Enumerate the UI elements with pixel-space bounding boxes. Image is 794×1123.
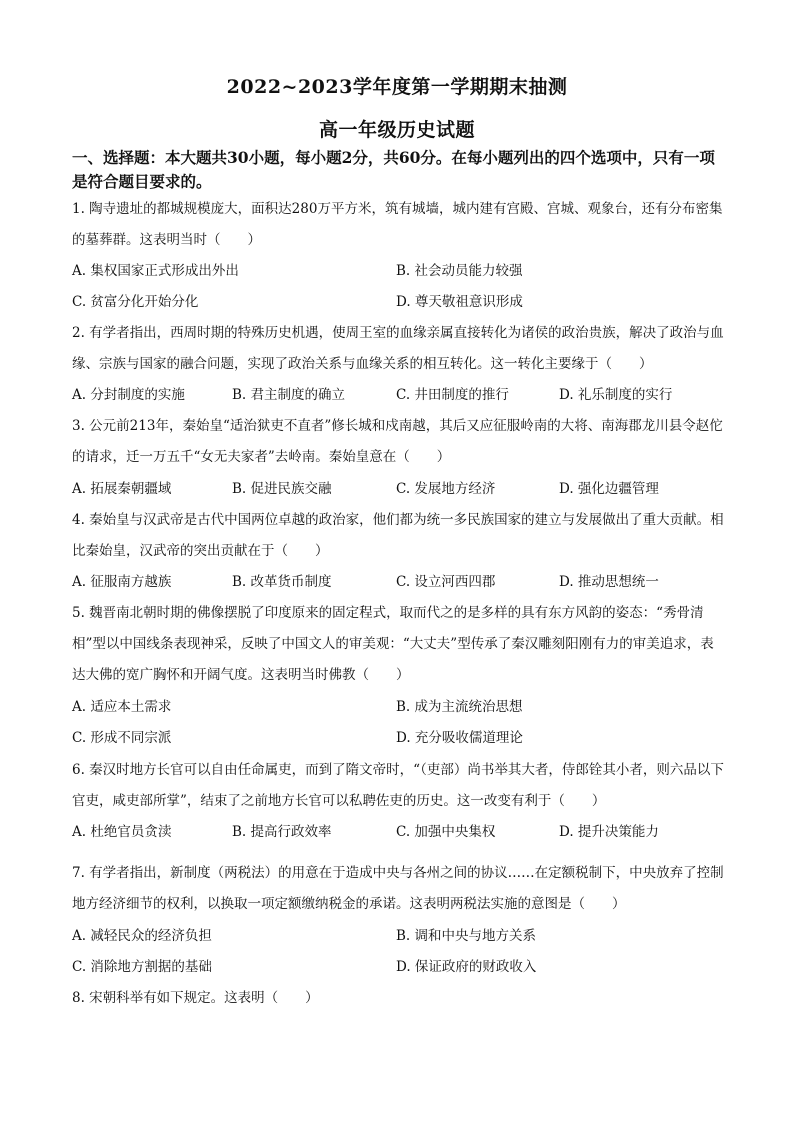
question-7-options-row2 (72, 952, 726, 983)
question-6-option-c: C. 加强中央集权 (396, 824, 496, 840)
question-6-option-d: D. 提升决策能力 (559, 824, 659, 840)
question-2-option-b: B. 君主制度的确立 (232, 387, 346, 403)
question-1-stem: 1. 陶寺遗址的都城规模庞大，面积达280万平方米，筑有城墙，城内建有宫殿、宫城、观象台，还有分布密集的墓葬群。这表明当时（ ） (72, 201, 723, 248)
question-2-stem: 2. 有学者指出，西周时期的特殊历史机遇，使周王室的血缘亲属直接转化为诸侯的政治贵族，解决了政治与血缘、宗族与国家的融合问题，实现了政治关系与血缘关系的相互转化。这一转化主要缘于（ ） (72, 325, 724, 372)
exam-title: 2022~2023学年度第一学期期末抽测 (226, 76, 568, 98)
exam-subtitle: 高一年级历史试题 (318, 119, 475, 141)
question-3-stem: 3. 公元前213年，秦始皇“适治狱吏不直者”修长城和戍南越，其后又应征服岭南的大将、南海郡龙川县令赵佗的请求，迁一万五千“女无夫家者”去岭南。秦始皇意在（ ） (72, 418, 723, 465)
question-3-options (72, 474, 726, 505)
question-6-option-a: A. 杜绝官员贪渎 (72, 824, 172, 840)
question-3-option-d: D. 强化边疆管理 (559, 481, 659, 497)
question-4-options (72, 567, 726, 598)
question-1-option-a: A. 集权国家正式形成出外出 (72, 263, 239, 279)
question-7-option-c: C. 消除地方割据的基础 (72, 959, 212, 975)
question-5-option-a: A. 适应本土需求 (72, 699, 172, 715)
question-1-options-row2 (72, 287, 726, 318)
question-3-option-a: A. 拓展秦朝疆域 (72, 481, 172, 497)
question-5-option-b: B. 成为主流统治思想 (396, 699, 523, 715)
question-7-option-b: B. 调和中央与地方关系 (396, 928, 537, 944)
section-heading: 一、选择题：本大题共30小题，每小题2分，共60分。在每小题列出的四个选项中，只有一项是符合题目要求的。 (72, 148, 715, 191)
question-4-option-b: B. 改革货币制度 (232, 574, 332, 590)
question-2-option-c: C. 井田制度的推行 (396, 387, 509, 403)
question-4-stem: 4. 秦始皇与汉武帝是古代中国两位卓越的政治家，他们都为统一多民族国家的建立与发展做出了重大贡献。相比秦始皇，汉武帝的突出贡献在于（ ） (72, 512, 724, 559)
question-4-option-c: C. 设立河西四郡 (396, 574, 496, 590)
question-4-option-d: D. 推动思想统一 (559, 574, 659, 590)
question-7-stem: 7. 有学者指出，新制度（两税法）的用意在于造成中央与各州之间的协议……在定额税制下，中央放弃了控制地方经济细节的权利，以换取一项定额缴纳税金的承诺。这表明两税法实施的意图是（ ） (72, 865, 724, 912)
question-3-option-b: B. 促进民族交融 (232, 481, 332, 497)
question-2-options (72, 380, 726, 411)
question-5-options-row2 (72, 723, 726, 754)
question-5-option-c: C. 形成不同宗派 (72, 730, 172, 746)
question-1-option-c: C. 贫富分化开始分化 (72, 294, 199, 310)
question-6-stem: 6. 秦汉时地方长官可以自由任命属吏，而到了隋文帝时，“（吏部）尚书举其大者，侍郎铨其小者，则六品以下官吏，咸吏部所掌”，结束了之前地方长官可以私聘佐吏的历史。这一改变有利于（ ） (72, 762, 724, 809)
question-3-option-c: C. 发展地方经济 (396, 481, 496, 497)
question-1-option-b: B. 社会动员能力较强 (396, 263, 523, 279)
question-5-options (72, 692, 726, 723)
question-2-option-a: A. 分封制度的实施 (72, 387, 185, 403)
question-2-option-d: D. 礼乐制度的实行 (559, 387, 673, 403)
question-5-stem: 5. 魏晋南北朝时期的佛像摆脱了印度原来的固定程式，取而代之的是多样的具有东方风韵的姿态：“秀骨清相”型以中国线条表现神采，反映了中国文人的审美观：“大丈夫”型传承了秦汉雕刻阳刚有力的审美追求，表达大佛的宽广胸怀和开阔气度。这表明当时佛教（ ） (72, 605, 714, 683)
question-5-option-d: D. 充分吸收儒道理论 (396, 730, 523, 746)
question-7-option-d: D. 保证政府的财政收入 (396, 959, 537, 975)
question-6-options (72, 817, 726, 848)
question-4-option-a: A. 征服南方越族 (72, 574, 172, 590)
question-1-option-d: D. 尊天敬祖意识形成 (396, 294, 523, 310)
question-8-stem: 8. 宋朝科举有如下规定。这表明（ ） (72, 990, 319, 1006)
question-1-options (72, 256, 726, 287)
question-7-option-a: A. 减轻民众的经济负担 (72, 928, 212, 944)
question-7-options (72, 921, 726, 952)
question-6-option-b: B. 提高行政效率 (232, 824, 332, 840)
